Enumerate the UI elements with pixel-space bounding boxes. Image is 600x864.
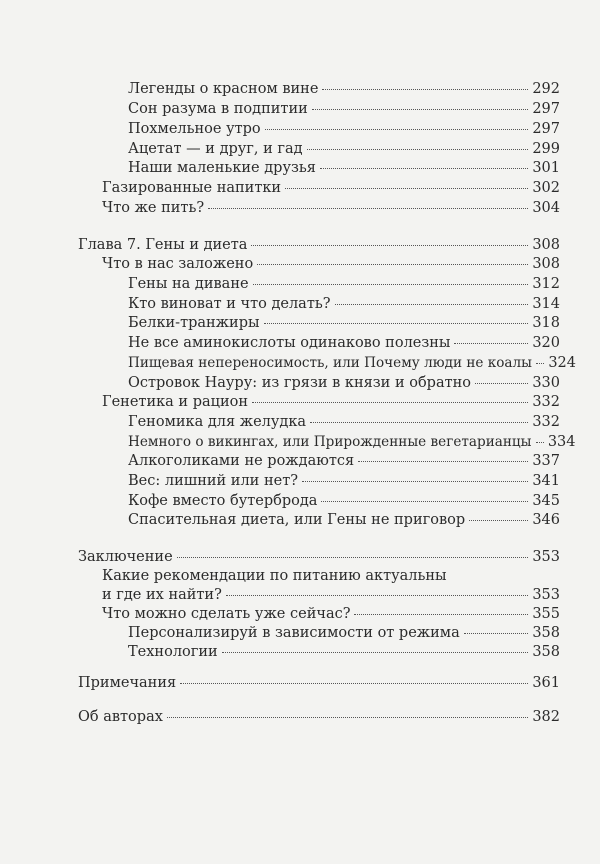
toc-chapter[interactable]	[0, 548, 560, 566]
toc-entry-page: 297	[532, 121, 560, 137]
dot-leader	[322, 89, 528, 90]
toc-entry[interactable]	[0, 374, 560, 392]
dot-leader	[257, 264, 528, 265]
toc-entry-title: Островок Науру: из грязи в князи и обратно	[128, 375, 472, 391]
dot-leader	[302, 481, 528, 482]
dot-leader	[335, 304, 528, 305]
dot-leader	[222, 652, 528, 653]
toc-entry-page: 353	[532, 549, 560, 565]
dot-leader	[312, 109, 528, 110]
dot-leader	[475, 383, 528, 384]
toc-entry-title: Геномика для желудка	[128, 414, 307, 430]
toc-entry-title: Сон разума в подпитии	[128, 101, 308, 117]
toc-chapter[interactable]	[0, 674, 560, 692]
toc-entry-title-line2: и где их найти?	[102, 587, 222, 603]
toc-entry[interactable]	[0, 472, 560, 490]
toc-entry-page: 332	[532, 394, 560, 410]
toc-entry[interactable]	[0, 433, 576, 451]
toc-entry-title: Заключение	[78, 549, 173, 565]
toc-entry-title: Технологии	[128, 644, 218, 660]
toc-entry[interactable]	[0, 159, 560, 177]
toc-entry[interactable]	[0, 255, 560, 273]
toc-entry-page: 308	[532, 237, 560, 253]
toc-entry[interactable]	[0, 605, 560, 623]
toc-entry-page: 292	[532, 81, 560, 97]
toc-entry-page: 318	[532, 315, 560, 331]
toc-entry-title: Что же пить?	[102, 200, 205, 216]
toc-entry-title: Пищевая непереносимость, или Почему люди не коалы	[128, 355, 532, 371]
toc-entry[interactable]	[0, 334, 560, 352]
toc-entry-title: Газированные напитки	[102, 180, 282, 196]
toc-entry-page: 353	[532, 587, 560, 603]
dot-leader	[310, 422, 528, 423]
toc-entry-page: 314	[532, 296, 560, 312]
toc-entry-page: 361	[532, 675, 560, 691]
toc-entry[interactable]	[0, 643, 560, 661]
dot-leader	[180, 683, 528, 684]
toc-entry[interactable]	[0, 511, 560, 529]
toc-entry-title: Об авторах	[78, 709, 163, 725]
toc-entry-page: 304	[532, 200, 560, 216]
toc-entry-title: Белки-транжиры	[128, 315, 260, 331]
toc-entry-title: Немного о викингах, или Прирожденные вегетарианцы	[128, 434, 532, 450]
toc-entry[interactable]	[0, 179, 560, 197]
toc-entry-page: 334	[547, 434, 576, 450]
dot-leader	[167, 717, 528, 718]
toc-entry-page: 308	[532, 256, 560, 272]
toc-entry-title: Что в нас заложено	[102, 256, 254, 272]
toc-entry[interactable]	[0, 199, 560, 217]
toc-entry-title: Кофе вместо бутерброда	[128, 493, 318, 509]
toc-entry-page: 330	[532, 375, 560, 391]
toc-entry-title: Алкоголиками не рождаются	[128, 453, 355, 469]
toc-entry[interactable]	[0, 452, 560, 470]
toc-entry-page: 382	[532, 709, 560, 725]
dot-leader	[251, 245, 528, 246]
toc-chapter[interactable]	[0, 708, 560, 726]
toc-entry[interactable]	[0, 314, 560, 332]
toc-entry-page: 320	[532, 335, 560, 351]
toc-entry-title: Генетика и рацион	[102, 394, 249, 410]
dot-leader	[252, 402, 528, 403]
toc-chapter[interactable]	[0, 236, 560, 254]
toc-entry[interactable]	[0, 80, 560, 98]
toc-entry[interactable]	[0, 275, 560, 293]
toc-entry-title: Персонализируй в зависимости от режима	[128, 625, 460, 641]
toc-entry-title: Похмельное утро	[128, 121, 261, 137]
toc-entry[interactable]	[0, 624, 560, 642]
toc-entry-title: Примечания	[78, 675, 177, 691]
toc-entry-page: 332	[532, 414, 560, 430]
dot-leader	[358, 461, 528, 462]
dot-leader	[469, 520, 528, 521]
toc-entry-title: Наши маленькие друзья	[128, 160, 316, 176]
toc-entry-page: 299	[532, 141, 560, 157]
dot-leader	[265, 129, 528, 130]
toc-entry-title: Легенды о красном вине	[128, 81, 319, 97]
dot-leader	[536, 363, 544, 364]
toc-entry-page: 297	[532, 101, 560, 117]
toc-entry-title: Что можно сделать уже сейчас?	[102, 606, 351, 622]
dot-leader	[177, 557, 528, 558]
toc-entry-page: 312	[532, 276, 560, 292]
dot-leader	[320, 168, 528, 169]
toc-entry[interactable]	[0, 586, 560, 604]
dot-leader	[253, 284, 528, 285]
dot-leader	[536, 442, 544, 443]
dot-leader	[454, 343, 528, 344]
toc-entry-page: 345	[532, 493, 560, 509]
dot-leader	[354, 614, 528, 615]
toc-entry-title: Глава 7. Гены и диета	[78, 237, 248, 253]
toc-entry-page: 358	[532, 644, 560, 660]
dot-leader	[226, 595, 528, 596]
toc-entry-page: 302	[532, 180, 560, 196]
toc-entry[interactable]	[0, 393, 560, 411]
dot-leader	[208, 208, 528, 209]
toc-entry[interactable]	[0, 140, 560, 158]
dot-leader	[321, 501, 528, 502]
toc-entry-page: 337	[532, 453, 560, 469]
toc-entry-title: Гены на диване	[128, 276, 249, 292]
toc-entry-title: Вес: лишний или нет?	[128, 473, 298, 489]
toc-entry-page: 341	[532, 473, 560, 489]
toc-entry-title: Не все аминокислоты одинаково полезны	[128, 335, 451, 351]
dot-leader	[264, 323, 528, 324]
toc-entry-title: Кто виноват и что делать?	[128, 296, 331, 312]
toc-entry-page: 324	[548, 355, 576, 371]
dot-leader	[307, 149, 528, 150]
toc-entry[interactable]	[0, 120, 560, 138]
toc-entry-title-line1[interactable]: Какие рекомендации по питанию актуальны	[102, 568, 447, 584]
toc-entry-title: Ацетат — и друг, и гад	[128, 141, 303, 157]
toc-entry-page: 301	[532, 160, 560, 176]
toc-entry-page: 346	[532, 512, 560, 528]
toc-entry[interactable]	[0, 295, 560, 313]
dot-leader	[464, 633, 528, 634]
toc-entry[interactable]	[0, 413, 560, 431]
toc-entry-page: 358	[532, 625, 560, 641]
toc-entry[interactable]	[0, 100, 560, 118]
toc-entry-title: Спасительная диета, или Гены не приговор	[128, 512, 466, 528]
toc-entry[interactable]	[0, 354, 576, 372]
toc-entry-page: 355	[532, 606, 560, 622]
toc-entry[interactable]	[0, 492, 560, 510]
dot-leader	[285, 188, 528, 189]
